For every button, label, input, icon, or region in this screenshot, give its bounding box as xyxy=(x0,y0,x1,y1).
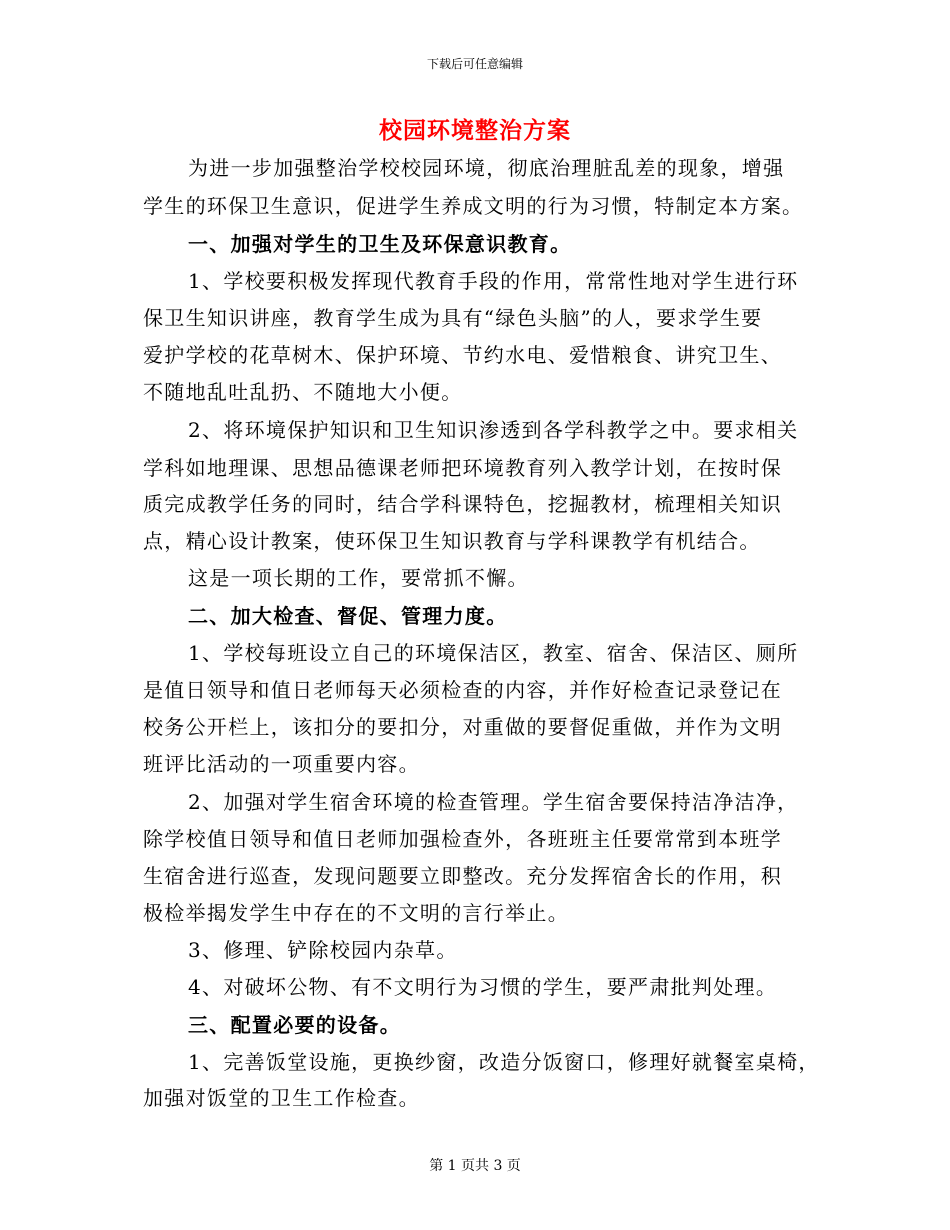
page-footer: 第 1 页共 3 页 xyxy=(429,1158,521,1174)
section-heading-1: 一、加强对学生的卫生及环保意识教育。 xyxy=(188,232,572,256)
intro-line-1: 为进一步加强整治学校校园环境，彻底治理脏乱差的现象，增强 xyxy=(188,156,785,180)
item-1-2-line-4: 点，精心设计教案，使环保卫生知识教育与学科课教学有机结合。 xyxy=(143,529,761,553)
note-line: 这是一项长期的工作，要常抓不懈。 xyxy=(188,566,529,590)
item-2-1-line-3: 校务公开栏上，该扣分的要扣分，对重做的要督促重做，并作为文明 xyxy=(143,715,782,739)
intro-line-2: 学生的环保卫生意识，促进学生养成文明的行为习惯，特制定本方案。 xyxy=(143,194,804,218)
section-heading-3: 三、配置必要的设备。 xyxy=(188,1013,401,1037)
item-2-2-line-4: 极检举揭发学生中存在的不文明的言行举止。 xyxy=(143,901,569,925)
item-2-1-line-1: 1、学校每班设立自己的环境保洁区，教室、宿舍、保洁区、厕所 xyxy=(188,641,799,665)
item-1-2-line-2: 学科如地理课、思想品德课老师把环境教育列入教学计划，在按时保 xyxy=(143,456,782,480)
item-2-2-line-2: 除学校值日领导和值日老师加强检查外，各班班主任要常常到本班学 xyxy=(143,827,782,851)
item-2-4-line: 4、对破坏公物、有不文明行为习惯的学生，要严肃批判处理。 xyxy=(188,975,778,999)
item-2-2-line-3: 生宿舍进行巡查，发现问题要立即整改。充分发挥宿舍长的作用，积 xyxy=(143,864,782,888)
item-1-1-line-1: 1、学校要积极发挥现代教育手段的作用，常常性地对学生进行环 xyxy=(188,269,799,293)
item-2-2-line-1: 2、加强对学生宿舍环境的检查管理。学生宿舍要保持洁净洁净， xyxy=(188,790,799,814)
document-title: 校园环境整治方案 xyxy=(379,117,571,144)
item-1-2-line-1: 2、将环境保护知识和卫生知识渗透到各学科教学之中。要求相关 xyxy=(188,418,799,442)
item-1-1-line-4: 不随地乱吐乱扔、不随地大小便。 xyxy=(143,380,463,404)
item-3-1-line-2: 加强对饭堂的卫生工作检查。 xyxy=(143,1086,420,1110)
item-3-1-line-1: 1、完善饭堂设施，更换纱窗，改造分饭窗口，修理好就餐室桌椅， xyxy=(188,1050,820,1074)
item-1-1-line-2: 保卫生知识讲座，教育学生成为具有“绿色头脑”的人，要求学生要 xyxy=(143,306,763,330)
item-2-1-line-2: 是值日领导和值日老师每天必须检查的内容，并作好检查记录登记在 xyxy=(143,678,782,702)
item-2-1-line-4: 班评比活动的一项重要内容。 xyxy=(143,752,420,776)
item-1-1-line-3: 爱护学校的花草树木、保护环境、节约水电、爱惜粮食、讲究卫生、 xyxy=(143,343,782,367)
item-1-2-line-3: 质完成教学任务的同时，结合学科课特色，挖掘教材，梳理相关知识 xyxy=(143,492,782,516)
header-note: 下载后可任意编辑 xyxy=(426,57,523,71)
section-heading-2: 二、加大检查、督促、管理力度。 xyxy=(188,604,508,628)
item-2-3-line: 3、修理、铲除校园内杂草。 xyxy=(188,938,458,962)
